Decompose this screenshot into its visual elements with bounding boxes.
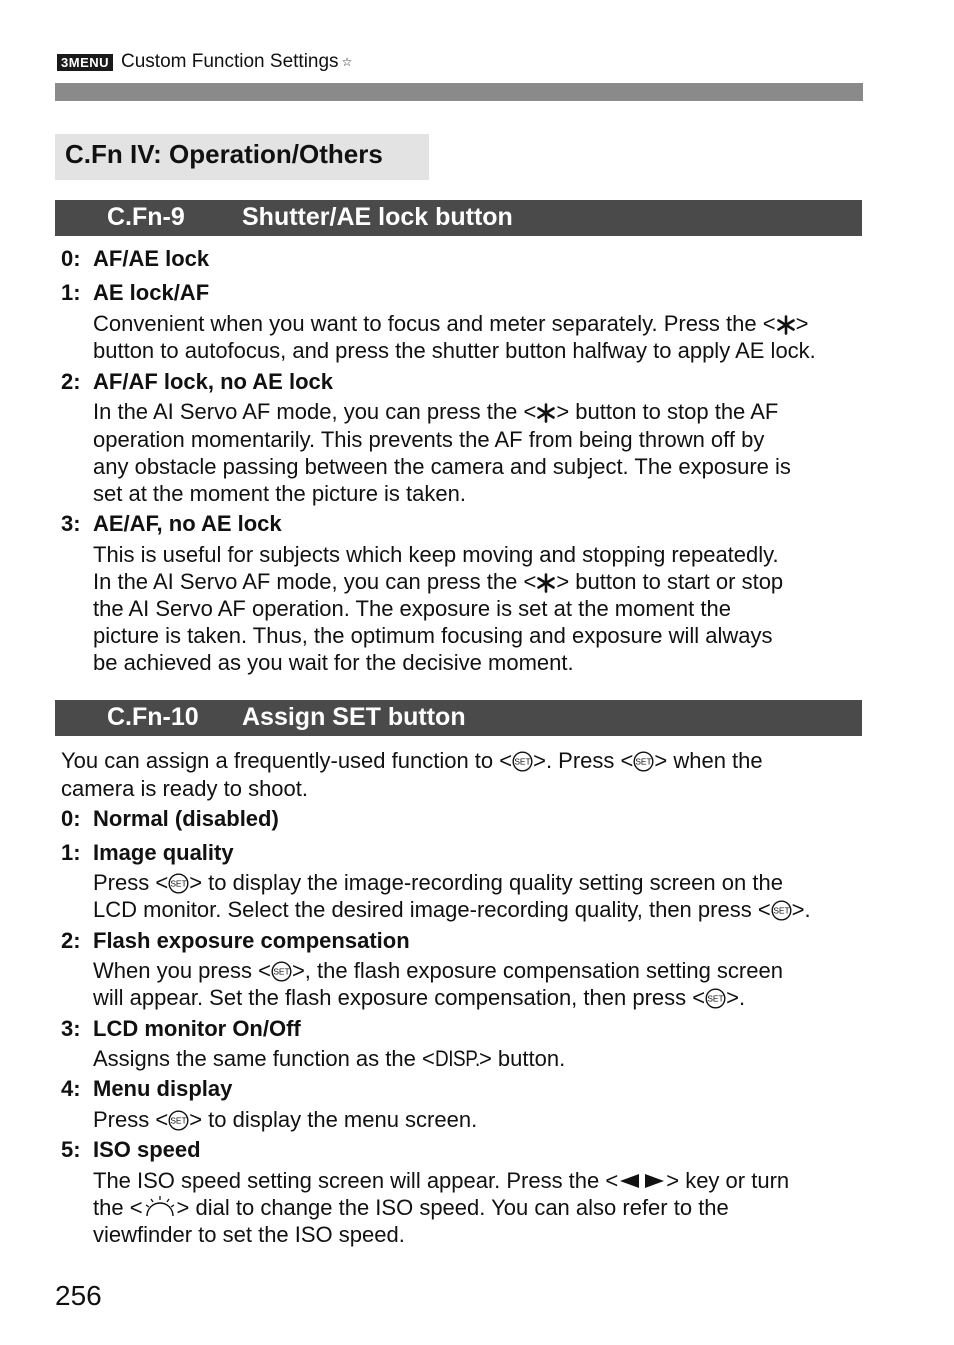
section-title: C.Fn IV: Operation/Others — [65, 139, 383, 169]
section-title-box — [55, 134, 429, 180]
svg-text:SET: SET — [635, 756, 653, 767]
option-number: 3: — [61, 1016, 81, 1041]
text-run: > button to start or stop — [556, 569, 784, 594]
option-label: Menu display — [93, 1076, 233, 1101]
text-run: the < — [93, 1195, 143, 1220]
set-button-icon — [168, 873, 189, 894]
option-label: Flash exposure compensation — [93, 928, 410, 953]
option-label: Normal (disabled) — [93, 806, 279, 831]
cfn9-number: C.Fn-9 — [107, 203, 185, 231]
text-run: Press < — [93, 870, 169, 895]
quick-control-dial-icon — [143, 1194, 177, 1218]
cfn10-o5-line2 — [93, 1194, 729, 1221]
menu-tab-label: MENU — [68, 54, 110, 70]
cfn10-o5-line1 — [93, 1167, 789, 1194]
ae-lock-asterisk-icon — [776, 315, 796, 335]
cfn10-number: C.Fn-10 — [107, 703, 199, 731]
text-run: Press < — [93, 1107, 169, 1132]
cfn9-title: Shutter/AE lock button — [242, 203, 513, 231]
option-number: 5: — [61, 1137, 81, 1162]
cfn9-o1-line1 — [93, 310, 808, 337]
cfn10-intro-line1 — [61, 747, 763, 774]
text-run: >. — [791, 897, 811, 922]
option-label: AE/AF, no AE lock — [93, 511, 282, 536]
cfn9-o3-line3: the AI Servo AF operation. The exposure is set at the moment the — [93, 596, 731, 621]
text-run: In the AI Servo AF mode, you can press the < — [93, 569, 537, 594]
text-run: will appear. Set the flash exposure compensation, then press < — [93, 985, 706, 1010]
page-number: 256 — [55, 1280, 102, 1311]
cfn10-o5-line3: viewfinder to set the ISO speed. — [93, 1222, 405, 1247]
text-run: > button to stop the AF — [556, 399, 779, 424]
option-label: AF/AE lock — [93, 246, 210, 271]
option-label: LCD monitor On/Off — [93, 1016, 301, 1041]
option-number: 2: — [61, 928, 81, 953]
set-button-icon — [705, 988, 726, 1009]
cfn9-o2-line1 — [93, 398, 778, 425]
menu-tab-icon — [57, 54, 113, 71]
left-right-cross-key-icon — [618, 1173, 666, 1189]
header-rule — [55, 83, 863, 101]
cfn9-o3-line1: This is useful for subjects which keep moving and stopping repeatedly. — [93, 542, 779, 567]
text-run: >. Press < — [533, 748, 634, 773]
cfn10-intro-line2: camera is ready to shoot. — [61, 776, 309, 801]
option-number: 0: — [61, 806, 81, 831]
menu-tab-number: 3 — [61, 54, 69, 70]
cfn9-o2-line4: set at the moment the picture is taken. — [93, 481, 466, 506]
text-run: > when the — [654, 748, 763, 773]
option-label: AF/AF lock, no AE lock — [93, 369, 333, 394]
option-number: 0: — [61, 246, 81, 271]
running-header-title: Custom Function Settings — [121, 51, 339, 72]
set-button-icon — [512, 751, 533, 772]
cfn10-o1-line2 — [93, 896, 811, 923]
svg-text:SET: SET — [707, 993, 724, 1004]
cfn9-o3-line2 — [93, 568, 783, 595]
svg-text:SET: SET — [514, 756, 531, 767]
cfn10-o2-line1 — [93, 957, 783, 984]
option-label: AE lock/AF — [93, 280, 210, 305]
option-number: 4: — [61, 1076, 81, 1101]
text-run: > — [795, 311, 809, 336]
set-button-icon — [168, 1110, 189, 1131]
star-icon: ☆ — [341, 55, 353, 69]
text-run: > key or turn — [666, 1168, 790, 1193]
cfn10-o4-line1 — [93, 1106, 477, 1133]
text-run: LCD monitor. Select the desired image-recording quality, then press < — [93, 897, 771, 922]
text-run: > to display the menu screen. — [189, 1107, 478, 1132]
option-label: Image quality — [93, 840, 234, 865]
set-button-icon — [633, 751, 654, 772]
text-run: When you press < — [93, 958, 271, 983]
text-run: > to display the image-recording quality setting screen on the — [189, 870, 783, 895]
cfn10-title: Assign SET button — [242, 703, 466, 731]
text-run: > button. — [478, 1046, 566, 1071]
ae-lock-asterisk-icon — [536, 403, 556, 423]
cfn10-o1-line1 — [93, 869, 783, 896]
text-run: Assigns the same function as the < — [93, 1046, 435, 1071]
cfn9-o2-line2: operation momentarily. This prevents the AF from being thrown off by — [93, 427, 765, 452]
option-number: 1: — [61, 280, 81, 305]
svg-text:SET: SET — [170, 878, 187, 889]
svg-text:SET: SET — [273, 966, 290, 977]
cfn9-o1-line2: button to autofocus, and press the shutter button halfway to apply AE lock. — [93, 338, 816, 363]
cfn10-o2-line2 — [93, 984, 745, 1011]
ae-lock-asterisk-icon — [536, 573, 556, 593]
running-header — [57, 49, 352, 75]
cfn9-o3-line5: be achieved as you wait for the decisive moment. — [93, 650, 574, 675]
option-number: 3: — [61, 511, 81, 536]
cfn9-title-bar — [55, 200, 862, 236]
text-run: You can assign a frequently-used function to < — [61, 748, 513, 773]
svg-text:SET: SET — [170, 1115, 187, 1126]
cfn10-o3-line1 — [93, 1045, 565, 1072]
option-number: 2: — [61, 369, 81, 394]
text-run: > dial to change the ISO speed. You can also refer to the — [176, 1195, 729, 1220]
cfn10-title-bar — [55, 700, 862, 736]
text-run: In the AI Servo AF mode, you can press the < — [93, 399, 537, 424]
disp-button-label: DISP. — [434, 1046, 480, 1071]
text-run: >, the flash exposure compensation setting screen — [291, 958, 783, 983]
set-button-icon — [771, 900, 792, 921]
cfn9-o2-line3: any obstacle passing between the camera and subject. The exposure is — [93, 454, 791, 479]
svg-text:SET: SET — [773, 905, 790, 916]
text-run: >. — [726, 985, 746, 1010]
cfn9-o3-line4: picture is taken. Thus, the optimum focusing and exposure will always — [93, 623, 773, 648]
text-run: The ISO speed setting screen will appear. Press the < — [93, 1168, 619, 1193]
text-run: Convenient when you want to focus and meter separately. Press the < — [93, 311, 776, 336]
option-label: ISO speed — [93, 1137, 201, 1162]
set-button-icon — [271, 961, 292, 982]
option-number: 1: — [61, 840, 81, 865]
